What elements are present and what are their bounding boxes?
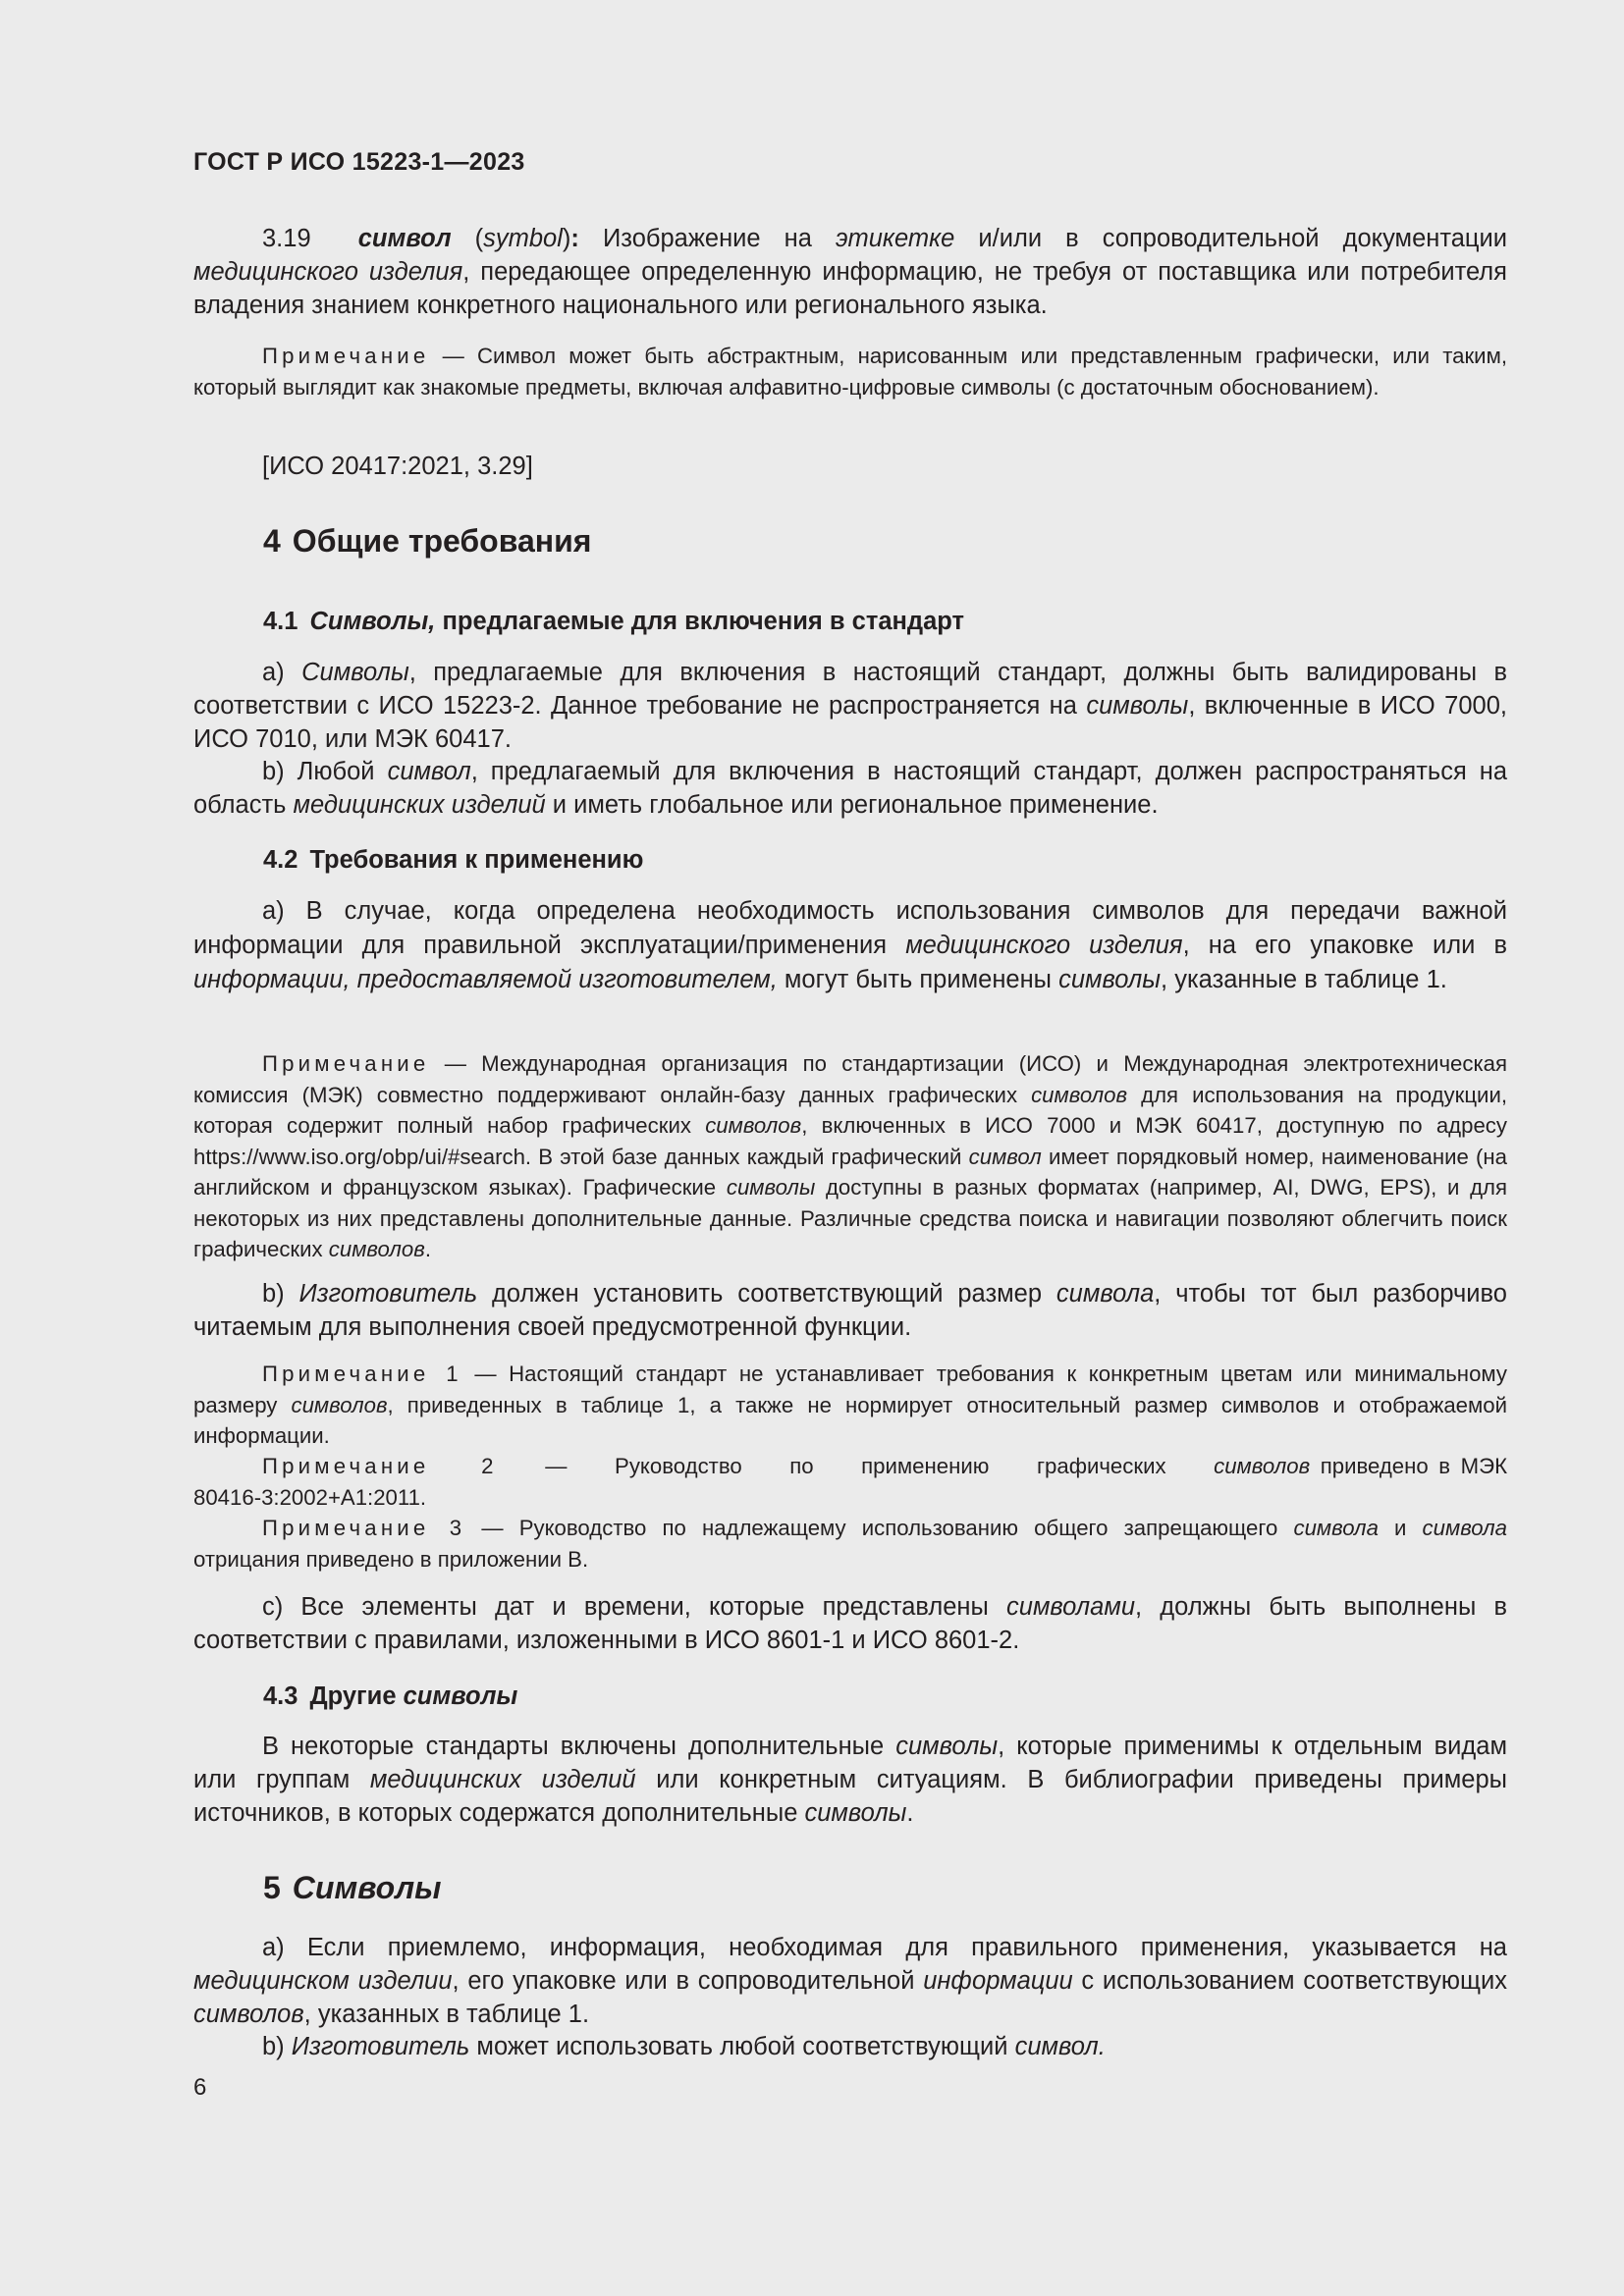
note-3-19: Примечание — Символ может быть абстрактным, нарисованным или представленным графически, или таким, который выглядит как знакомые предметы, включая алфавитно-цифровые символы (с достаточным обоснованием). <box>193 344 1507 400</box>
subsection-4-3-heading: 4.3 Другие символы <box>263 1682 518 1710</box>
item-4-1-b: b) Любой символ, предлагаемый для включения в настоящий стандарт, должен распространяться на область медицинских изделий и иметь глобальное или региональное применение. <box>193 758 1508 819</box>
term-number: 3.19 <box>262 225 311 252</box>
section-4-heading: 4 Общие требования <box>263 523 592 559</box>
item-5-b: b) Изготовитель может использовать любой соответствующий символ. <box>262 2033 1106 2060</box>
paragraph-4-3: В некоторые стандарты включены дополнительные символы, которые применимы к отдельным видам или группам медицинских изделий или конкретным ситуациям. В библиографии приведены примеры источников, в которых содержатся дополнительные символы. <box>193 1733 1507 1827</box>
note-label: Примечание <box>262 1051 430 1076</box>
term-definition: 3.19 символ (symbol): Изображение на этикетке и/или в сопроводительной документации медицинского изделия, передающее определенную информацию, не требуя от поставщика или потребителя владения знанием конкретного национального или регионального языка. <box>193 225 1508 319</box>
note-4-2-a: Примечание — Международная организация по стандартизации (ИСО) и Международная электротехническая комиссия (МЭК) совместно поддерживают онлайн-базу данных графических символов для использования на продукции, которая содержит полный набор графических символов, включенных в ИСО 7000 и МЭК 60417, доступную по адресу https://www.iso.org/obp/ui/#search. В этой базе данных каждый графический символ имеет порядковый номер, наименование (на английском и французском языках). Графические символы доступны в разных форматах (например, AI, DWG, EPS), и для некоторых из них представлены дополнительные данные. Различные средства поиска и навигации позволяют облегчить поиск графических символов. <box>193 1051 1508 1261</box>
note-3: Примечание 3 — Руководство по надлежащему использованию общего запрещающего символа и символа отрицания приведено в приложении В. <box>193 1516 1507 1572</box>
page-number: 6 <box>193 2074 207 2101</box>
item-4-2-b: b) Изготовитель должен установить соответствующий размер символа, чтобы тот был разборчиво читаемым для выполнения своей предусмотренной функции. <box>193 1280 1507 1341</box>
note-1: Примечание 1 — Настоящий стандарт не устанавливает требования к конкретным цветам или минимальному размеру символов, приведенных в таблице 1, а также не нормирует относительный размер символов и отображаемой информации. <box>193 1362 1508 1448</box>
section-5-heading: 5 Символы <box>263 1870 442 1905</box>
note-2: Примечание 2 — Руководство по применению графических символов приведено в МЭК 80416-3:2002+А1:2011. <box>193 1454 1507 1510</box>
note-label: Примечание 1 <box>262 1362 462 1386</box>
reference: [ИСО 20417:2021, 3.29] <box>262 453 533 480</box>
note-label: Примечание 2 <box>262 1454 498 1478</box>
term-name-en: symbol <box>483 225 563 252</box>
document-page <box>193 0 1507 2296</box>
note-label: Примечание <box>262 344 430 368</box>
subsection-4-2-heading: 4.2 Требования к применению <box>263 846 644 874</box>
term-name: символ <box>357 225 452 252</box>
subsection-4-1-heading: 4.1 Символы, предлагаемые для включения в стандарт <box>263 608 965 635</box>
term-3-19 <box>193 222 1507 322</box>
document-header: ГОСТ Р ИСО 15223-1—2023 <box>193 148 525 176</box>
note-label: Примечание 3 <box>262 1516 466 1540</box>
item-5-a: a) Если приемлемо, информация, необходимая для правильного применения, указывается на медицинском изделии, его упаковке или в сопроводительной информации с использованием соответствующих символов, указанных в таблице 1. <box>193 1934 1507 2028</box>
item-4-1-a: a) Символы, предлагаемые для включения в настоящий стандарт, должны быть валидированы в соответствии с ИСО 15223-2. Данное требование не распространяется на символы, включенные в ИСО 7000, ИСО 7010, или МЭК 60417. <box>193 659 1507 753</box>
item-4-2-c: c) Все элементы дат и времени, которые представлены символами, должны быть выполнены в соответствии с правилами, изложенными в ИСО 8601-1 и ИСО 8601-2. <box>193 1593 1508 1654</box>
item-4-2-a: a) В случае, когда определена необходимость использования символов для передачи важной информации для правильной эксплуатации/применения медицинского изделия, на его упаковке или в информации, предоставляемой изготовителем, могут быть применены символы, указанные в таблице 1. <box>193 897 1507 993</box>
